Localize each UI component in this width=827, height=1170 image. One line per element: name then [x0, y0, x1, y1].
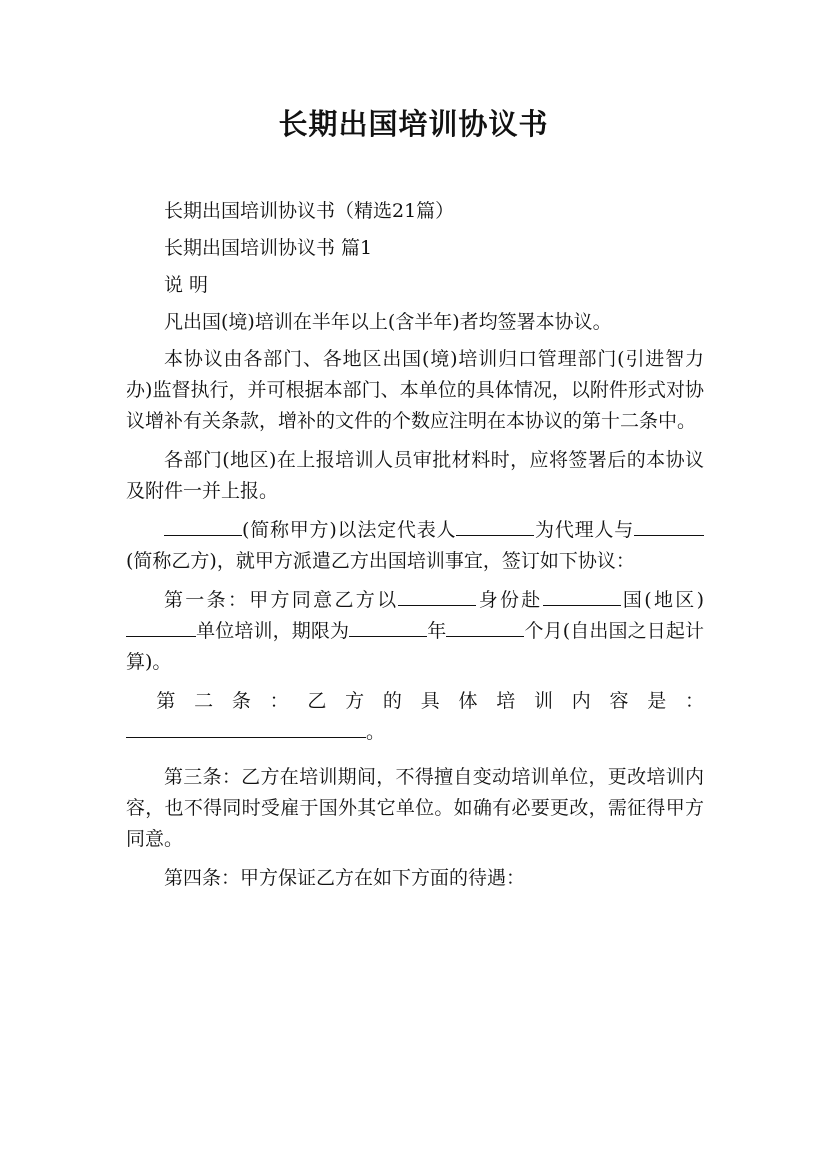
article-1-text-3: 国(地区)	[620, 589, 704, 611]
article-4: 第四条：甲方保证乙方在如下方面的待遇：	[164, 867, 526, 889]
article-2-end: 。	[366, 721, 386, 743]
parties-text-2: 为代理人与	[534, 519, 634, 541]
article-1-text-6: 个月(自出国之日起计算)。	[126, 620, 704, 673]
blank-country	[543, 585, 621, 606]
article-2-label: 第 二 条 ： 乙 方 的 具 体 培 训 内 容 是 ：	[156, 690, 704, 712]
parties-text-3: (简称乙方)，就甲方派遣乙方出国培训事宜，签订如下协议：	[126, 550, 635, 572]
article-1-text-1: 第一条：甲方同意乙方以	[164, 589, 399, 611]
article-1-text-4: 单位培训，期限为	[196, 620, 350, 642]
paragraph-submission: 各部门(地区)在上报培训人员审批材料时，应将签署后的本协议及附件一并上报。	[126, 449, 704, 502]
paragraph-scope: 凡出国(境)培训在半年以上(含半年)者均签署本协议。	[164, 311, 612, 333]
article-1	[126, 585, 704, 678]
paragraph-supervision: 本协议由各部门、各地区出国(境)培训归口管理部门(引进智力办)监督执行，并可根据本部门、本单位的具体情况，以附件形式对协议增补有关条款，增补的文件的个数应注明在本协议的第十二条中。	[126, 348, 704, 432]
blank-identity	[398, 585, 476, 606]
explain-heading: 说 明	[164, 274, 209, 296]
blank-party-b	[634, 515, 704, 536]
article-3: 第三条：乙方在培训期间，不得擅自变动培训单位，更改培训内容，也不得同时受雇于国外其它单位。如确有必要更改，需征得甲方同意。	[126, 766, 704, 850]
document-body	[126, 196, 704, 902]
document-title: 长期出国培训协议书	[278, 107, 549, 141]
article-1-text-5: 年	[427, 620, 447, 642]
article-2	[126, 686, 704, 717]
article-2-line	[126, 717, 704, 748]
article-1-text-2: 身份赴	[476, 589, 543, 611]
blank-unit	[126, 616, 196, 637]
chapter-heading: 长期出国培训协议书 篇1	[164, 237, 373, 259]
blank-months	[446, 616, 524, 637]
paragraph-parties	[126, 515, 704, 577]
subtitle: 长期出国培训协议书（精选21篇）	[164, 200, 455, 222]
blank-years	[349, 616, 427, 637]
parties-text-1: (简称甲方)以法定代表人	[242, 519, 457, 541]
blank-party-a	[164, 515, 242, 536]
blank-training-content	[126, 717, 366, 738]
blank-representative	[456, 515, 534, 536]
